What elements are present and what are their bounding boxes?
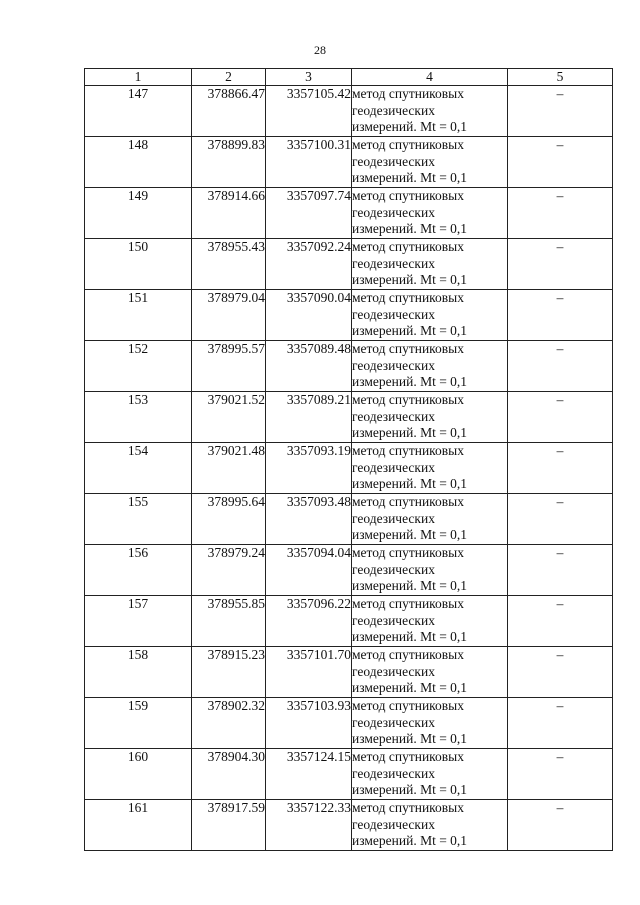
method-line: измерений. Mt = 0,1 bbox=[352, 680, 468, 695]
point-number-cell: 150 bbox=[85, 239, 192, 290]
table-row bbox=[85, 86, 613, 137]
method-cell bbox=[352, 698, 508, 749]
method-line: измерений. Mt = 0,1 bbox=[352, 629, 468, 644]
note-cell: – bbox=[508, 239, 613, 290]
note-cell: – bbox=[508, 698, 613, 749]
table-row bbox=[85, 239, 613, 290]
method-cell bbox=[352, 341, 508, 392]
point-number-cell: 151 bbox=[85, 290, 192, 341]
method-line: измерений. Mt = 0,1 bbox=[352, 527, 468, 542]
y-coordinate-cell: 3357124.15 bbox=[266, 749, 352, 800]
x-coordinate-cell: 378914.66 bbox=[192, 188, 266, 239]
x-coordinate-cell: 378955.85 bbox=[192, 596, 266, 647]
method-line: измерений. Mt = 0,1 bbox=[352, 272, 468, 287]
method-line: измерений. Mt = 0,1 bbox=[352, 833, 468, 848]
point-number-cell: 160 bbox=[85, 749, 192, 800]
table-row bbox=[85, 698, 613, 749]
method-line: метод спутниковых bbox=[352, 494, 464, 509]
table-row bbox=[85, 800, 613, 851]
x-coordinate-cell: 378915.23 bbox=[192, 647, 266, 698]
note-cell: – bbox=[508, 596, 613, 647]
point-number-cell: 153 bbox=[85, 392, 192, 443]
method-cell bbox=[352, 749, 508, 800]
method-line: метод спутниковых bbox=[352, 239, 464, 254]
y-coordinate-cell: 3357100.31 bbox=[266, 137, 352, 188]
method-line: геодезических bbox=[352, 663, 435, 679]
method-line: метод спутниковых bbox=[352, 290, 464, 305]
note-cell: – bbox=[508, 341, 613, 392]
x-coordinate-cell: 378917.59 bbox=[192, 800, 266, 851]
column-header-2: 2 bbox=[192, 69, 266, 86]
method-line: геодезических bbox=[352, 408, 435, 424]
y-coordinate-cell: 3357093.19 bbox=[266, 443, 352, 494]
x-coordinate-cell: 378995.64 bbox=[192, 494, 266, 545]
x-coordinate-cell: 378979.24 bbox=[192, 545, 266, 596]
table-row bbox=[85, 137, 613, 188]
method-line: метод спутниковых bbox=[352, 647, 464, 662]
method-cell bbox=[352, 494, 508, 545]
point-number-cell: 157 bbox=[85, 596, 192, 647]
method-line: геодезических bbox=[352, 510, 435, 526]
note-cell: – bbox=[508, 188, 613, 239]
method-line: геодезических bbox=[352, 714, 435, 730]
method-line: измерений. Mt = 0,1 bbox=[352, 782, 468, 797]
point-number-cell: 158 bbox=[85, 647, 192, 698]
y-coordinate-cell: 3357094.04 bbox=[266, 545, 352, 596]
method-cell bbox=[352, 800, 508, 851]
x-coordinate-cell: 378902.32 bbox=[192, 698, 266, 749]
column-header-5: 5 bbox=[508, 69, 613, 86]
table-row bbox=[85, 749, 613, 800]
point-number-cell: 154 bbox=[85, 443, 192, 494]
x-coordinate-cell: 378866.47 bbox=[192, 86, 266, 137]
method-line: геодезических bbox=[352, 765, 435, 781]
method-line: геодезических bbox=[352, 816, 435, 832]
header-row bbox=[85, 69, 613, 86]
method-line: измерений. Mt = 0,1 bbox=[352, 119, 468, 134]
y-coordinate-cell: 3357092.24 bbox=[266, 239, 352, 290]
method-cell bbox=[352, 137, 508, 188]
note-cell: – bbox=[508, 86, 613, 137]
method-cell bbox=[352, 239, 508, 290]
method-line: метод спутниковых bbox=[352, 86, 464, 101]
note-cell: – bbox=[508, 749, 613, 800]
method-line: геодезических bbox=[352, 357, 435, 373]
table-row bbox=[85, 392, 613, 443]
x-coordinate-cell: 379021.48 bbox=[192, 443, 266, 494]
method-line: метод спутниковых bbox=[352, 800, 464, 815]
y-coordinate-cell: 3357105.42 bbox=[266, 86, 352, 137]
method-line: геодезических bbox=[352, 306, 435, 322]
method-cell bbox=[352, 392, 508, 443]
note-cell: – bbox=[508, 800, 613, 851]
point-number-cell: 149 bbox=[85, 188, 192, 239]
x-coordinate-cell: 378979.04 bbox=[192, 290, 266, 341]
note-cell: – bbox=[508, 392, 613, 443]
method-line: измерений. Mt = 0,1 bbox=[352, 578, 468, 593]
point-number-cell: 148 bbox=[85, 137, 192, 188]
y-coordinate-cell: 3357101.70 bbox=[266, 647, 352, 698]
method-line: геодезических bbox=[352, 561, 435, 577]
column-header-1: 1 bbox=[85, 69, 192, 86]
table-row bbox=[85, 545, 613, 596]
note-cell: – bbox=[508, 137, 613, 188]
point-number-cell: 161 bbox=[85, 800, 192, 851]
method-line: метод спутниковых bbox=[352, 392, 464, 407]
table-header bbox=[85, 69, 613, 86]
y-coordinate-cell: 3357090.04 bbox=[266, 290, 352, 341]
y-coordinate-cell: 3357089.21 bbox=[266, 392, 352, 443]
method-line: измерений. Mt = 0,1 bbox=[352, 731, 468, 746]
note-cell: – bbox=[508, 494, 613, 545]
y-coordinate-cell: 3357103.93 bbox=[266, 698, 352, 749]
method-line: геодезических bbox=[352, 153, 435, 169]
method-line: метод спутниковых bbox=[352, 749, 464, 764]
method-line: геодезических bbox=[352, 255, 435, 271]
method-line: метод спутниковых bbox=[352, 596, 464, 611]
method-line: метод спутниковых bbox=[352, 545, 464, 560]
method-line: измерений. Mt = 0,1 bbox=[352, 221, 468, 236]
table-body bbox=[85, 86, 613, 851]
method-cell bbox=[352, 647, 508, 698]
y-coordinate-cell: 3357089.48 bbox=[266, 341, 352, 392]
method-cell bbox=[352, 86, 508, 137]
note-cell: – bbox=[508, 443, 613, 494]
table-row bbox=[85, 443, 613, 494]
y-coordinate-cell: 3357122.33 bbox=[266, 800, 352, 851]
method-line: измерений. Mt = 0,1 bbox=[352, 476, 468, 491]
table-row bbox=[85, 188, 613, 239]
note-cell: – bbox=[508, 545, 613, 596]
x-coordinate-cell: 379021.52 bbox=[192, 392, 266, 443]
y-coordinate-cell: 3357097.74 bbox=[266, 188, 352, 239]
method-line: метод спутниковых bbox=[352, 137, 464, 152]
note-cell: – bbox=[508, 647, 613, 698]
method-line: метод спутниковых bbox=[352, 188, 464, 203]
point-number-cell: 147 bbox=[85, 86, 192, 137]
point-number-cell: 152 bbox=[85, 341, 192, 392]
table-row bbox=[85, 341, 613, 392]
column-header-4: 4 bbox=[352, 69, 508, 86]
x-coordinate-cell: 378955.43 bbox=[192, 239, 266, 290]
table-row bbox=[85, 596, 613, 647]
table-row bbox=[85, 647, 613, 698]
table-row bbox=[85, 494, 613, 545]
page-number: 28 bbox=[314, 43, 326, 57]
method-line: метод спутниковых bbox=[352, 341, 464, 356]
method-cell bbox=[352, 596, 508, 647]
method-line: метод спутниковых bbox=[352, 698, 464, 713]
point-number-cell: 156 bbox=[85, 545, 192, 596]
point-number-cell: 159 bbox=[85, 698, 192, 749]
table-row bbox=[85, 290, 613, 341]
method-line: геодезических bbox=[352, 612, 435, 628]
y-coordinate-cell: 3357093.48 bbox=[266, 494, 352, 545]
method-cell bbox=[352, 290, 508, 341]
method-line: измерений. Mt = 0,1 bbox=[352, 170, 468, 185]
method-cell bbox=[352, 443, 508, 494]
column-header-3: 3 bbox=[266, 69, 352, 86]
method-line: геодезических bbox=[352, 204, 435, 220]
method-line: измерений. Mt = 0,1 bbox=[352, 374, 468, 389]
method-line: геодезических bbox=[352, 459, 435, 475]
method-line: измерений. Mt = 0,1 bbox=[352, 425, 468, 440]
x-coordinate-cell: 378904.30 bbox=[192, 749, 266, 800]
method-line: геодезических bbox=[352, 102, 435, 118]
method-line: метод спутниковых bbox=[352, 443, 464, 458]
y-coordinate-cell: 3357096.22 bbox=[266, 596, 352, 647]
x-coordinate-cell: 378899.83 bbox=[192, 137, 266, 188]
method-cell bbox=[352, 188, 508, 239]
x-coordinate-cell: 378995.57 bbox=[192, 341, 266, 392]
coordinates-table bbox=[84, 68, 613, 851]
note-cell: – bbox=[508, 290, 613, 341]
method-line: измерений. Mt = 0,1 bbox=[352, 323, 468, 338]
method-cell bbox=[352, 545, 508, 596]
point-number-cell: 155 bbox=[85, 494, 192, 545]
